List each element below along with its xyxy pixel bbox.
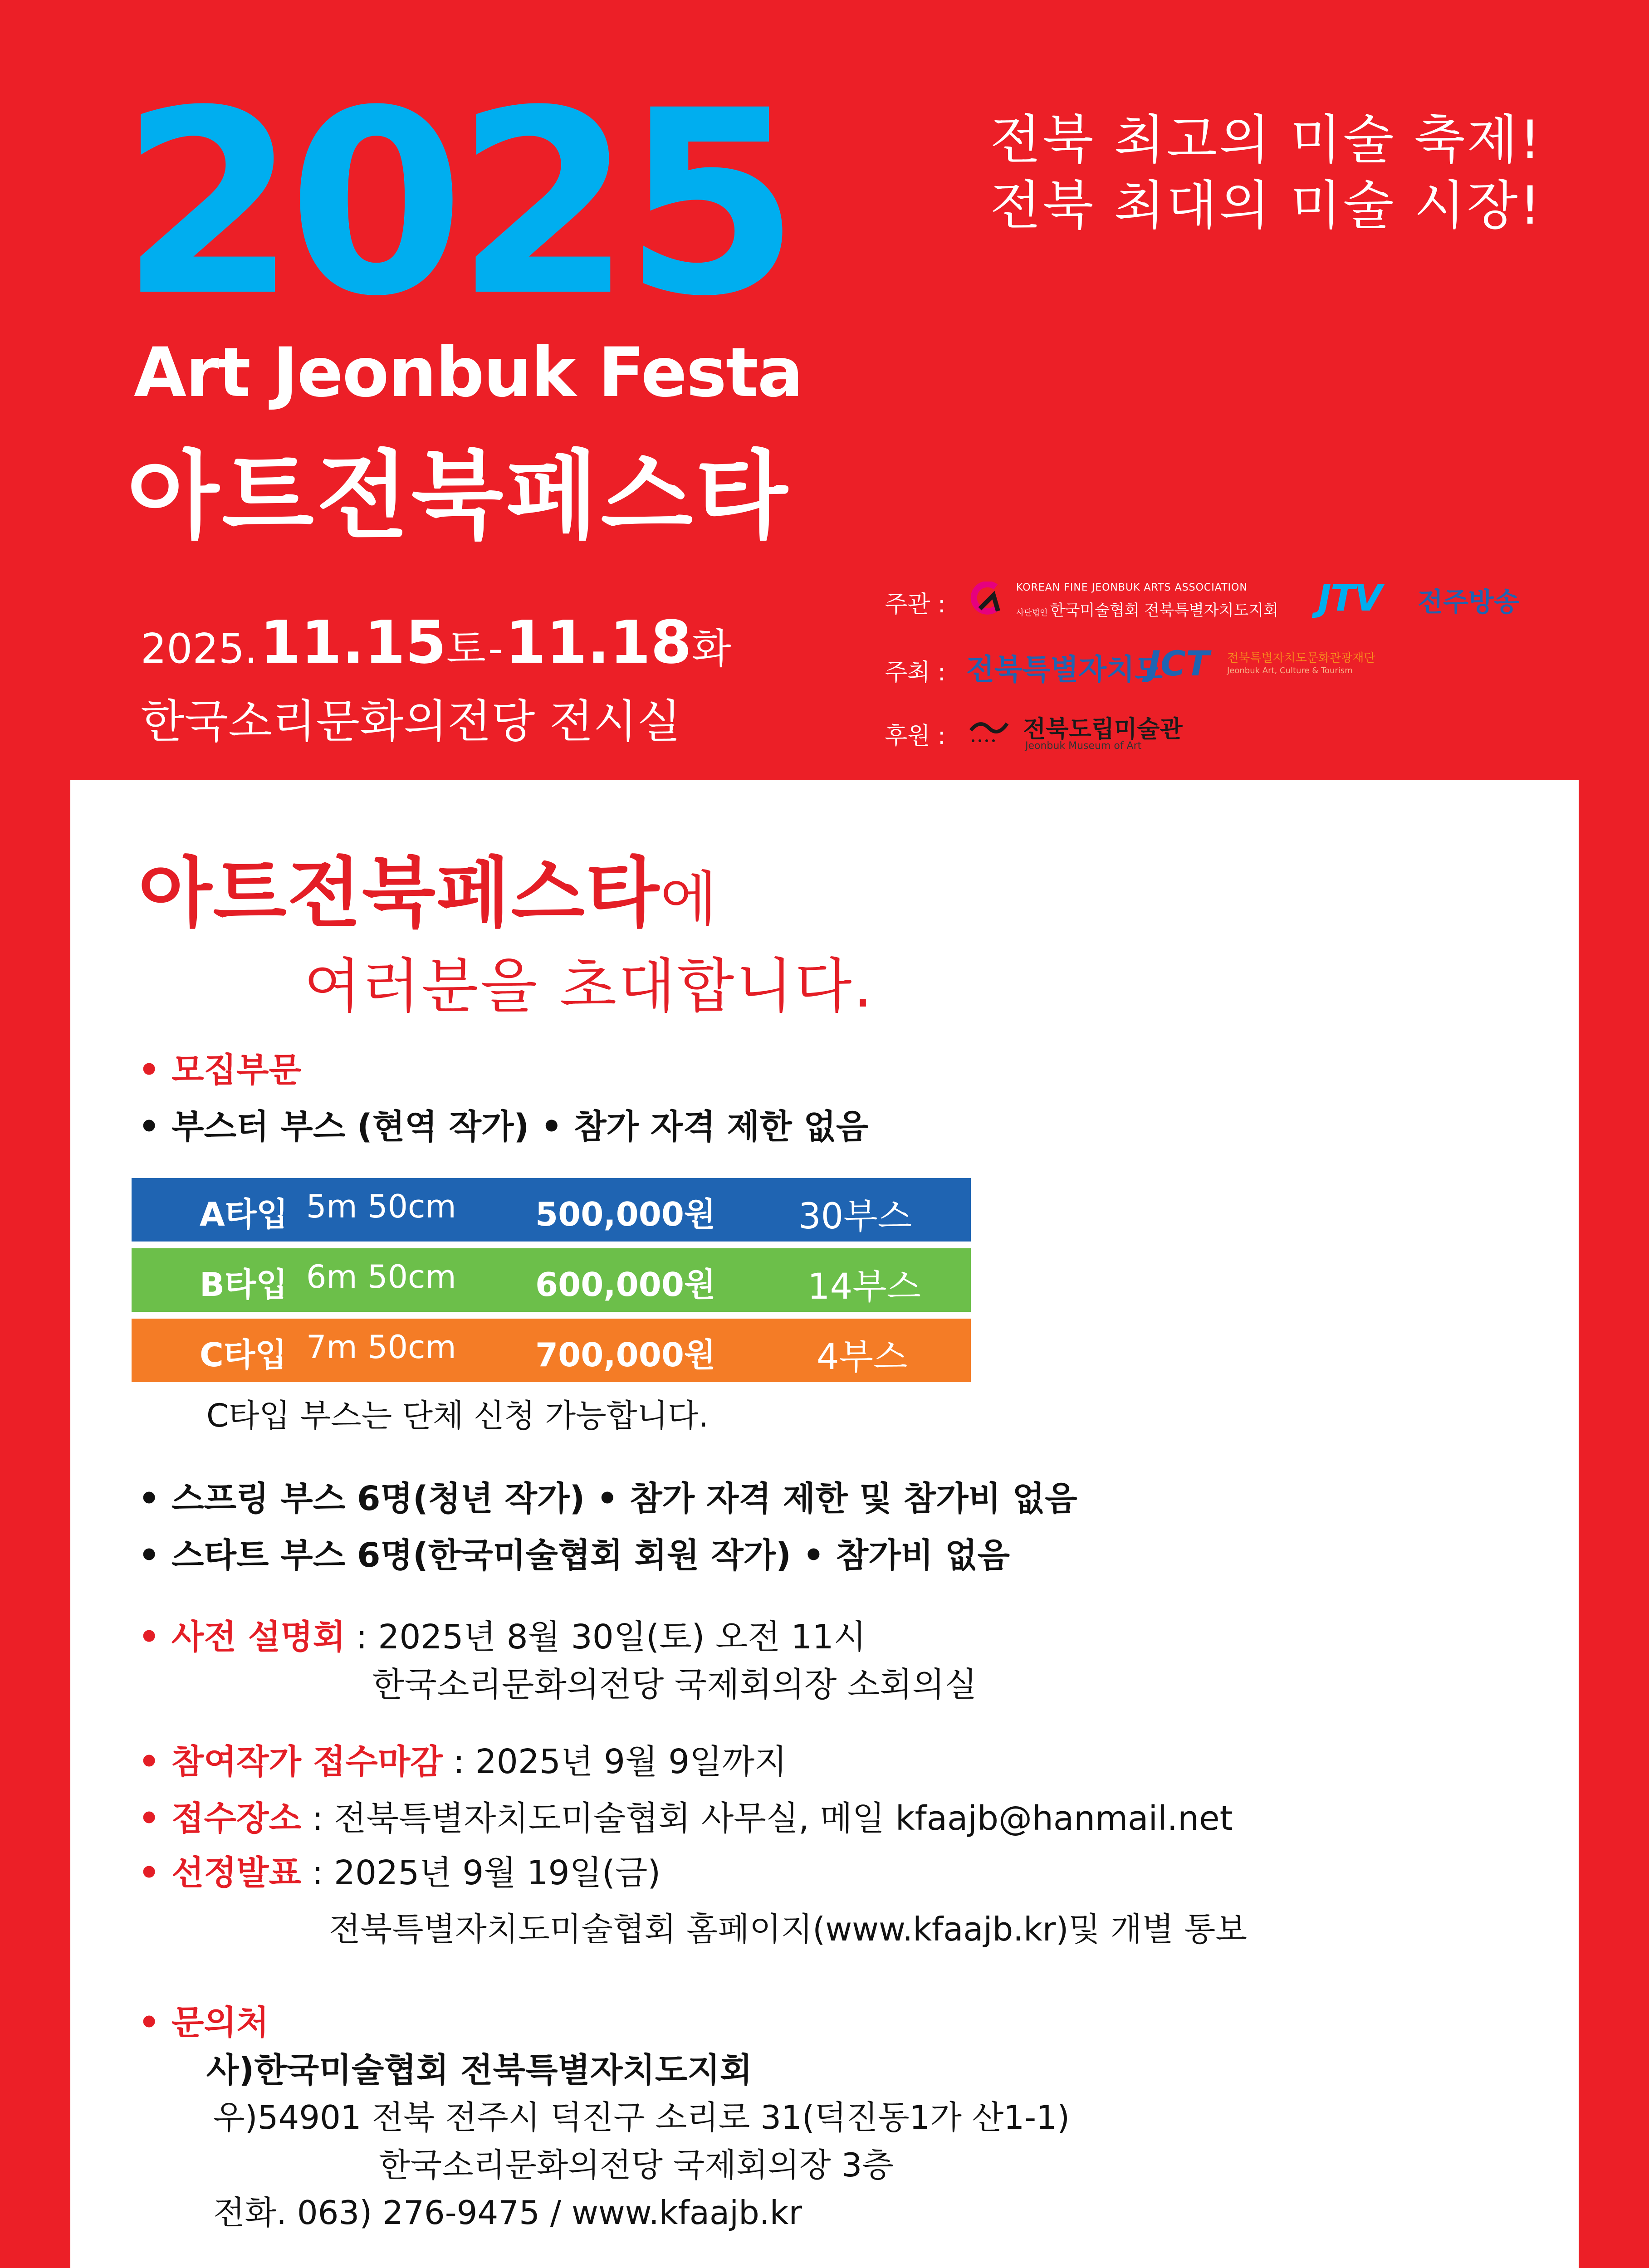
kfa-logo-icon: [969, 582, 1003, 616]
c-type-note: C타입 부스는 단체 신청 가능합니다.: [206, 1397, 709, 1434]
date-separator: -: [488, 625, 503, 673]
host-1-ko: 한국미술협회 전북특별자치도지회: [1050, 601, 1279, 620]
year-title: 2025: [120, 56, 791, 352]
slogan-2: 전북 최대의 미술 시장!: [990, 175, 1542, 236]
sponsor-1-ko: 전북도립미술관: [1023, 715, 1183, 743]
host-1: [1016, 598, 1278, 620]
organizer-2-en: Jeonbuk Art, Culture & Tourism: [1227, 666, 1353, 675]
booth-type-price: 700,000원: [535, 1336, 716, 1374]
place-value: : 전북특별자치도미술협회 사무실, 메일 kfaajb@hanmail.net: [301, 1799, 1233, 1838]
host-label: 주관 :: [885, 591, 946, 618]
announce-detail: 전북특별자치도미술협회 홈페이지(www.kfaajb.kr)및 개별 통보: [329, 1910, 1247, 1948]
briefing-label: • 사전 설명회: [138, 1618, 346, 1657]
organizer-1: 전북특별자치도: [966, 653, 1163, 687]
contact-heading: • 문의처: [138, 2003, 269, 2042]
deadline-label: • 참여작가 접수마감: [138, 1742, 443, 1781]
contact-org: 사)한국미술협회 전북특별자치도지회: [206, 2051, 753, 2090]
booth-type-count: 14부스: [807, 1266, 921, 1307]
date-prefix: 2025.: [141, 625, 258, 673]
event-dates: [141, 608, 731, 677]
announce-value: : 2025년 9월 19일(금): [301, 1853, 661, 1892]
date-start-day: 토: [446, 625, 486, 673]
spring-booth: • 스프링 부스 6명(청년 작가) • 참가 자격 제한 및 참가비 없음: [138, 1479, 1077, 1518]
briefing-separator: :: [345, 1618, 378, 1657]
booth-type-b: [132, 1248, 971, 1312]
briefing-line: [138, 1610, 866, 1658]
booth-type-size: 6m 50cm: [306, 1258, 456, 1295]
museum-logo-icon: [969, 714, 1009, 746]
start-booth: • 스타트 부스 6명(한국미술협회 회원 작가) • 참가비 없음: [138, 1536, 1010, 1575]
place-label: • 접수장소: [138, 1799, 301, 1838]
festival-title-ko: 아트전북페스타: [127, 440, 791, 552]
contact-address-1: 우)54901 전북 전주시 덕진구 소리로 31(덕진동1가 산1-1): [213, 2098, 1070, 2136]
booth-type-size: 5m 50cm: [306, 1188, 456, 1225]
invite-festival-name: 아트전북페스타: [138, 849, 661, 938]
booth-type-count: 4부스: [817, 1337, 908, 1378]
announce-line: [138, 1846, 661, 1894]
announce-label: • 선정발표: [138, 1853, 301, 1892]
date-end-day: 화: [691, 625, 731, 673]
festival-title-en: Art Jeonbuk Festa: [134, 333, 802, 412]
slogan-1: 전북 최고의 미술 축제!: [990, 109, 1542, 171]
booster-booth: • 부스터 부스 (현역 작가) • 참가 자격 제한 없음: [138, 1107, 869, 1146]
briefing-value: 2025년 8월 30일(토) 오전 11시: [378, 1618, 866, 1657]
booth-type-a: [132, 1178, 971, 1242]
date-start: 11.15: [259, 608, 446, 677]
contact-address-2: 한국소리문화의전당 국제회의장 3층: [379, 2146, 894, 2184]
booth-type-count: 30부스: [798, 1196, 912, 1237]
booth-type-name: C타입: [200, 1336, 287, 1374]
contact-phone: 전화. 063) 276-9475 / www.kfaajb.kr: [213, 2194, 802, 2232]
booth-type-price: 600,000원: [535, 1266, 716, 1304]
content-panel: [70, 780, 1579, 2268]
invite-line-1: [138, 832, 717, 942]
recruit-heading: • 모집부문: [138, 1051, 301, 1090]
invite-line-2: 여러분을 초대합니다.: [304, 952, 874, 1021]
deadline-value: : 2025년 9월 9일까지: [442, 1742, 787, 1781]
booth-type-name: B타입: [200, 1266, 288, 1304]
host-1-en: KOREAN FINE JEONBUK ARTS ASSOCIATION: [1016, 582, 1248, 593]
briefing-place: 한국소리문화의전당 국제회의장 소회의실: [372, 1665, 977, 1704]
organizer-2-ko: 전북특별자치도문화관광재단: [1227, 651, 1375, 665]
place-line: [138, 1792, 1233, 1840]
jtv-logo: JTV: [1318, 577, 1382, 619]
venue: 한국소리문화의전당 전시실: [141, 695, 681, 748]
organizer-label: 주최 :: [885, 659, 946, 686]
booth-type-c: [132, 1319, 971, 1382]
sponsor-1-en: Jeonbuk Museum of Art: [1025, 740, 1142, 752]
host-2-ko: 전주방송: [1418, 587, 1520, 617]
jct-logo: JCT: [1148, 643, 1209, 684]
deadline-line: [138, 1735, 787, 1783]
booth-type-name: A타입: [200, 1195, 288, 1233]
booth-type-price: 500,000원: [535, 1195, 716, 1233]
invite-suffix: 에: [660, 865, 717, 934]
date-end: 11.18: [505, 608, 692, 677]
host-1-small: 사단법인: [1016, 608, 1048, 618]
sponsor-label: 후원 :: [885, 723, 946, 750]
booth-type-size: 7m 50cm: [306, 1329, 456, 1366]
